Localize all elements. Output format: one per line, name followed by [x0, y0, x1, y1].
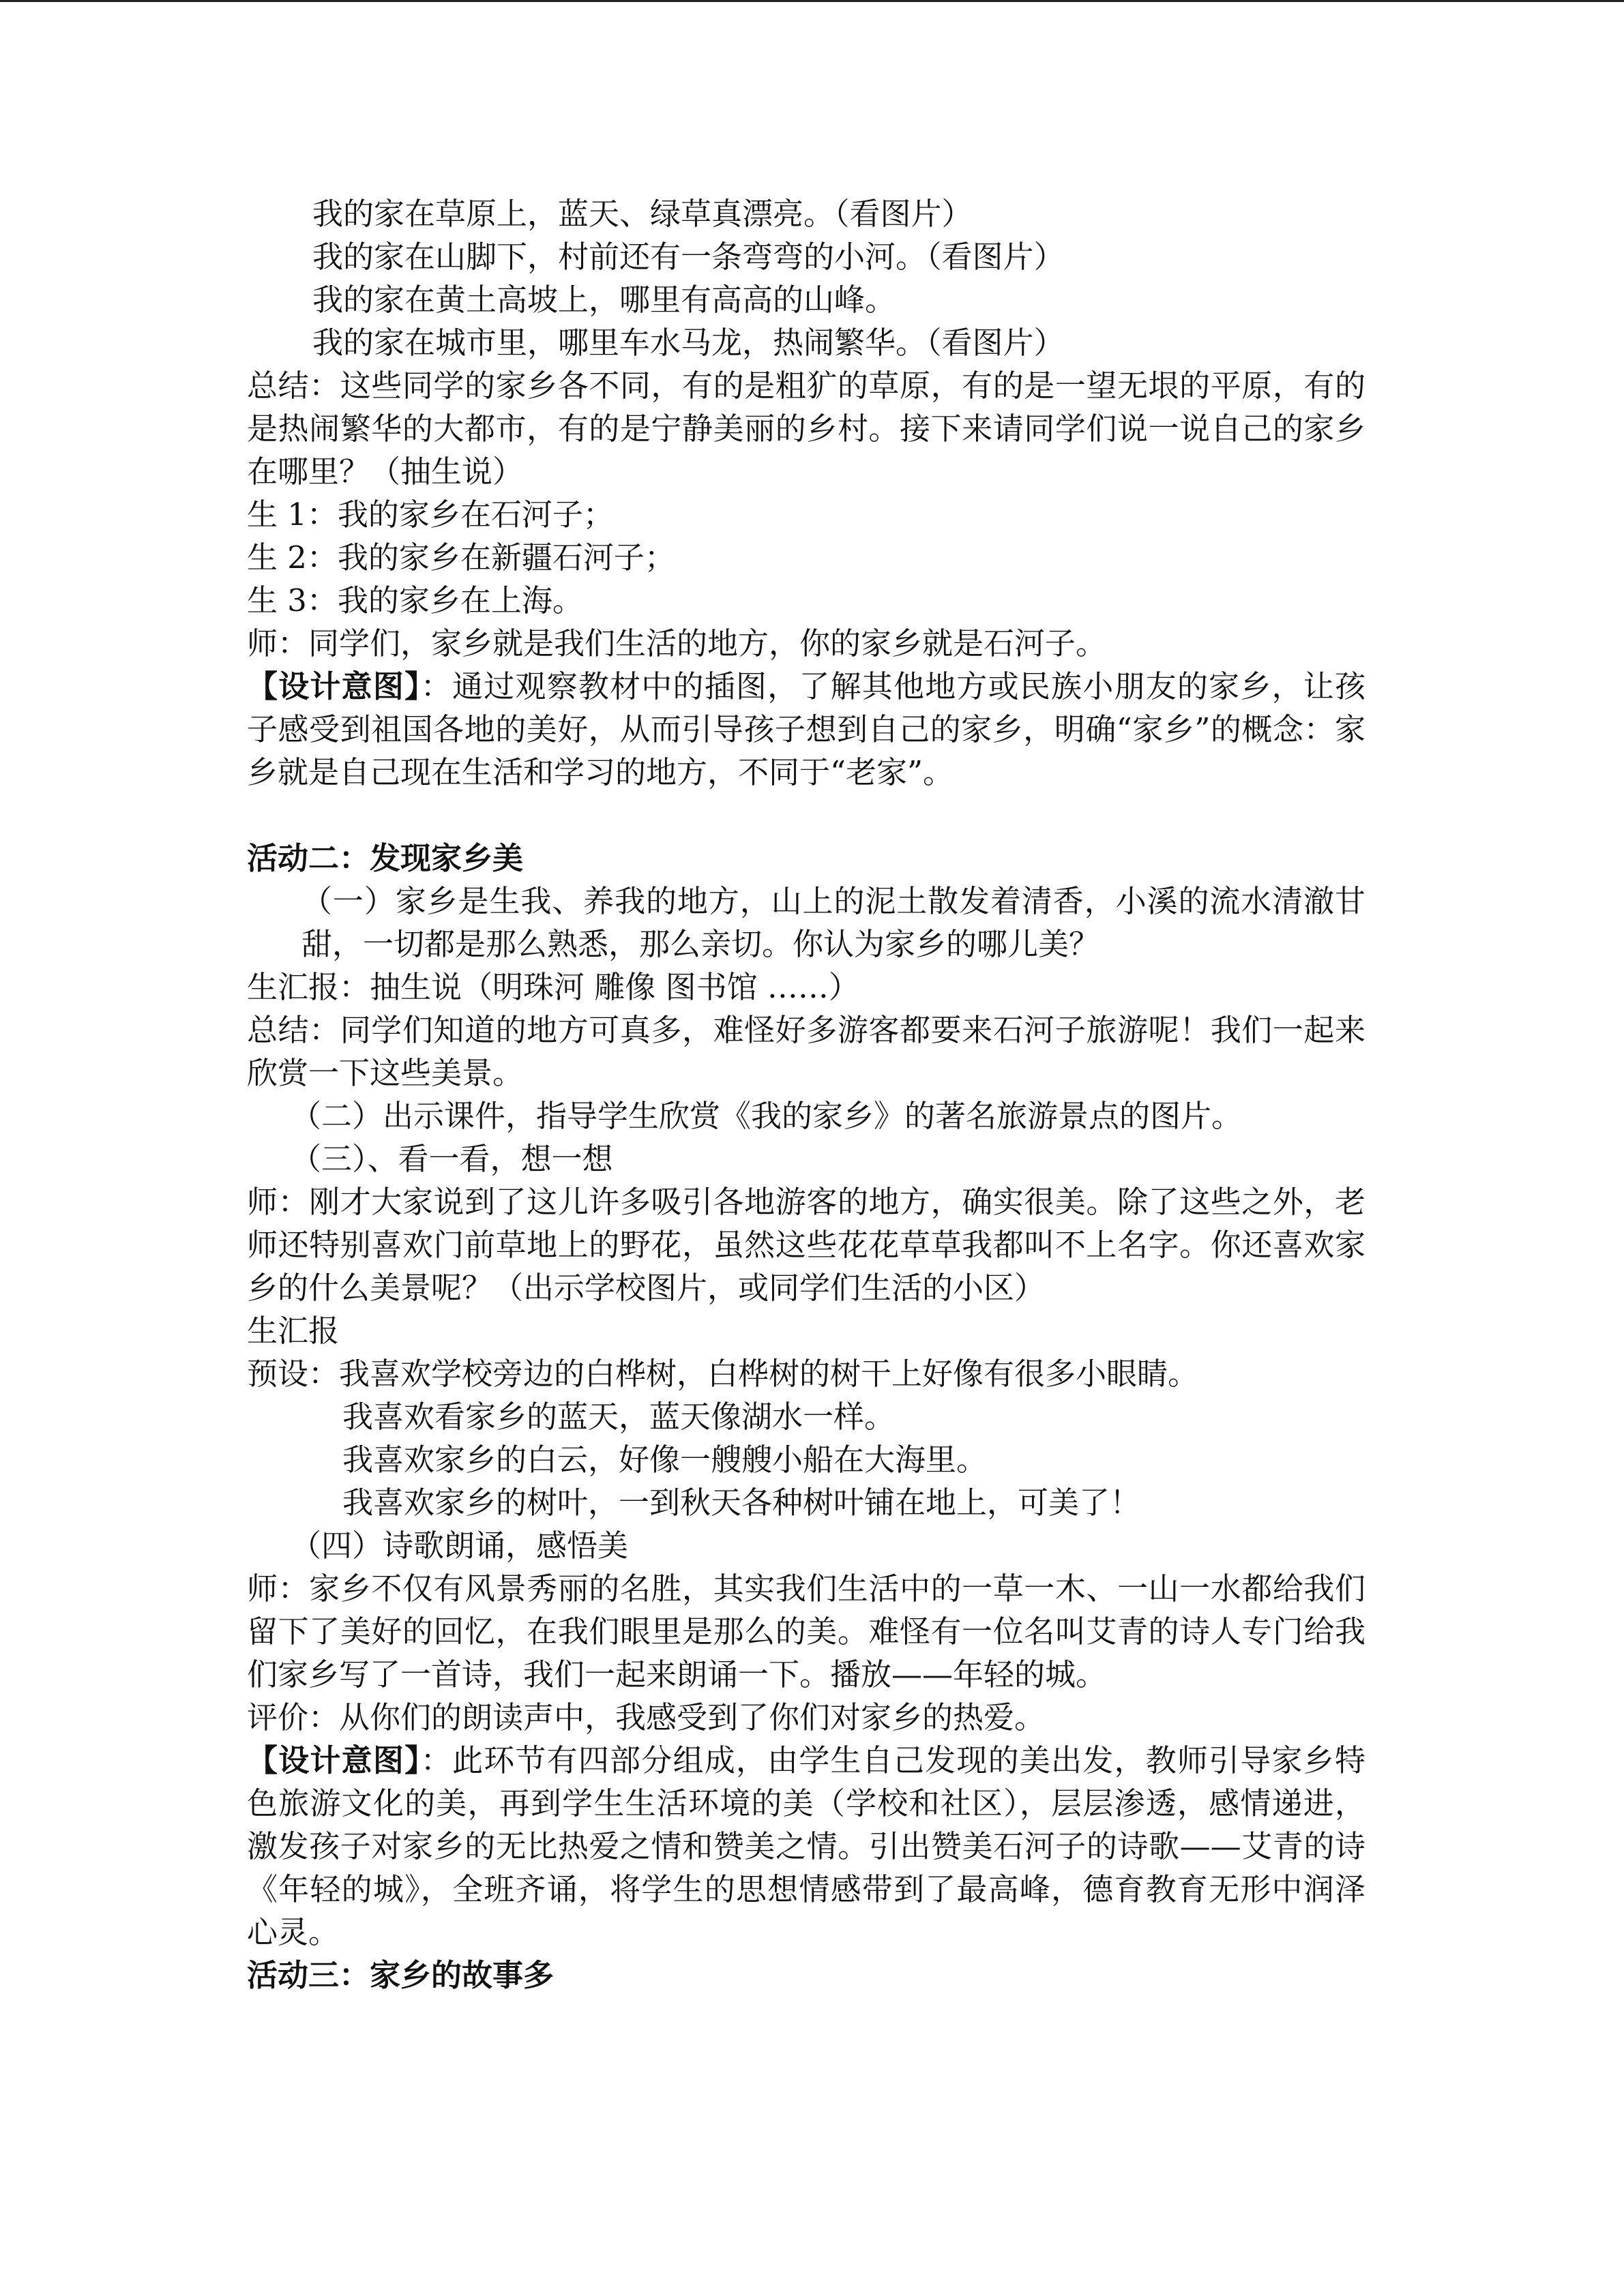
preset-line-3: 我喜欢家乡的白云，好像一艘艘小船在大海里。 [342, 1442, 988, 1478]
student-answer-3: 生 3：我的家乡在上海。 [247, 582, 583, 618]
preset-line-2: 我喜欢看家乡的蓝天，蓝天像湖水一样。 [342, 1399, 896, 1435]
student-report-2: 生汇报 [247, 1313, 340, 1349]
activity-three-heading: 活动三：家乡的故事多 [247, 1957, 555, 1993]
top-border-line [0, 0, 1624, 2]
part-two-line: （二）出示课件，指导学生欣赏《我的家乡》的著名旅游景点的图片。 [291, 1098, 1243, 1134]
design-intent-2 [247, 1739, 1365, 1954]
home-line-loess: 我的家在黄土高坡上，哪里有高高的山峰。 [312, 282, 896, 318]
student-answer-1: 生 1：我的家乡在石河子； [247, 496, 614, 533]
design-intent-label: 【设计意图】 [247, 668, 421, 704]
home-line-grassland: 我的家在草原上，蓝天、绿草真漂亮。（看图片） [312, 196, 973, 232]
part-one-text: （一）家乡是生我、养我的地方，山上的泥土散发着清香，小溪的流水清澈甘甜，一切都是那么熟悉，那么亲切。你认为家乡的哪儿美？ [301, 883, 1365, 962]
home-line-mountain: 我的家在山脚下，村前还有一条弯弯的小河。（看图片） [312, 239, 1065, 275]
section-gap [247, 794, 1365, 837]
part-four-line: （四）诗歌朗诵，感悟美 [291, 1527, 629, 1564]
student-report-1: 生汇报：抽生说（明珠河 雕像 图书馆 ……） [247, 969, 859, 1005]
part-three-line: （三）、看一看，想一想 [291, 1141, 613, 1177]
design-intent-text-1: ：通过观察教材中的插图，了解其他地方或民族小朋友的家乡，让孩子感受到祖国各地的美好，从而引导孩子想到自己的家乡，明确“家乡”的概念：家乡就是自己现在生活和学习的地方，不同于“老家”。 [247, 668, 1365, 790]
home-line-city: 我的家在城市里，哪里车水马龙，热闹繁华。（看图片） [312, 325, 1065, 361]
part-one-paragraph [247, 880, 1365, 966]
design-intent-text-2: ：此环节有四部分组成，由学生自己发现的美出发，教师引导家乡特色旅游文化的美，再到学生生活环境的美（学校和社区），层层渗透，感情递进，激发孩子对家乡的无比热爱之情和赞美之情。引出赞美石河子的诗歌——艾青的诗《年轻的城》，全班齐诵，将学生的思想情感带到了最高峰，德育教育无形中润泽心灵。 [247, 1742, 1365, 1950]
design-intent-label-2: 【设计意图】 [247, 1742, 421, 1778]
design-intent-1 [247, 665, 1365, 794]
preset-line-1: 预设：我喜欢学校旁边的白桦树，白桦树的树干上好像有很多小眼睛。 [247, 1356, 1199, 1392]
evaluation-line: 评价：从你们的朗读声中，我感受到了你们对家乡的热爱。 [247, 1699, 1046, 1735]
document-body [247, 192, 1365, 1997]
student-answer-2: 生 2：我的家乡在新疆石河子； [247, 539, 675, 576]
teacher-paragraph-3: 师：家乡不仅有风景秀丽的名胜，其实我们生活中的一草一木、一山一水都给我们留下了美好的回忆，在我们眼里是那么的美。难怪有一位名叫艾青的诗人专门给我们家乡写了一首诗，我们一起来朗诵一下。播放——年轻的城。 [247, 1570, 1365, 1693]
summary-paragraph-2: 总结：同学们知道的地方可真多，难怪好多游客都要来石河子旅游呢！我们一起来欣赏一下这些美景。 [247, 1012, 1365, 1091]
activity-two-heading: 活动二：发现家乡美 [247, 840, 524, 876]
teacher-paragraph-2: 师：刚才大家说到了这儿许多吸引各地游客的地方，确实很美。除了这些之外，老师还特别喜欢门前草地上的野花，虽然这些花花草草我都叫不上名字。你还喜欢家乡的什么美景呢？（出示学校图片，或同学们生活的小区） [247, 1184, 1365, 1306]
teacher-line-1: 师：同学们，家乡就是我们生活的地方，你的家乡就是石河子。 [247, 625, 1107, 661]
summary-paragraph-1: 总结：这些同学的家乡各不同，有的是粗犷的草原，有的是一望无垠的平原，有的是热闹繁华的大都市，有的是宁静美丽的乡村。接下来请同学们说一说自己的家乡在哪里？（抽生说） [247, 368, 1365, 490]
preset-line-4: 我喜欢家乡的树叶，一到秋天各种树叶铺在地上，可美了！ [342, 1485, 1141, 1521]
